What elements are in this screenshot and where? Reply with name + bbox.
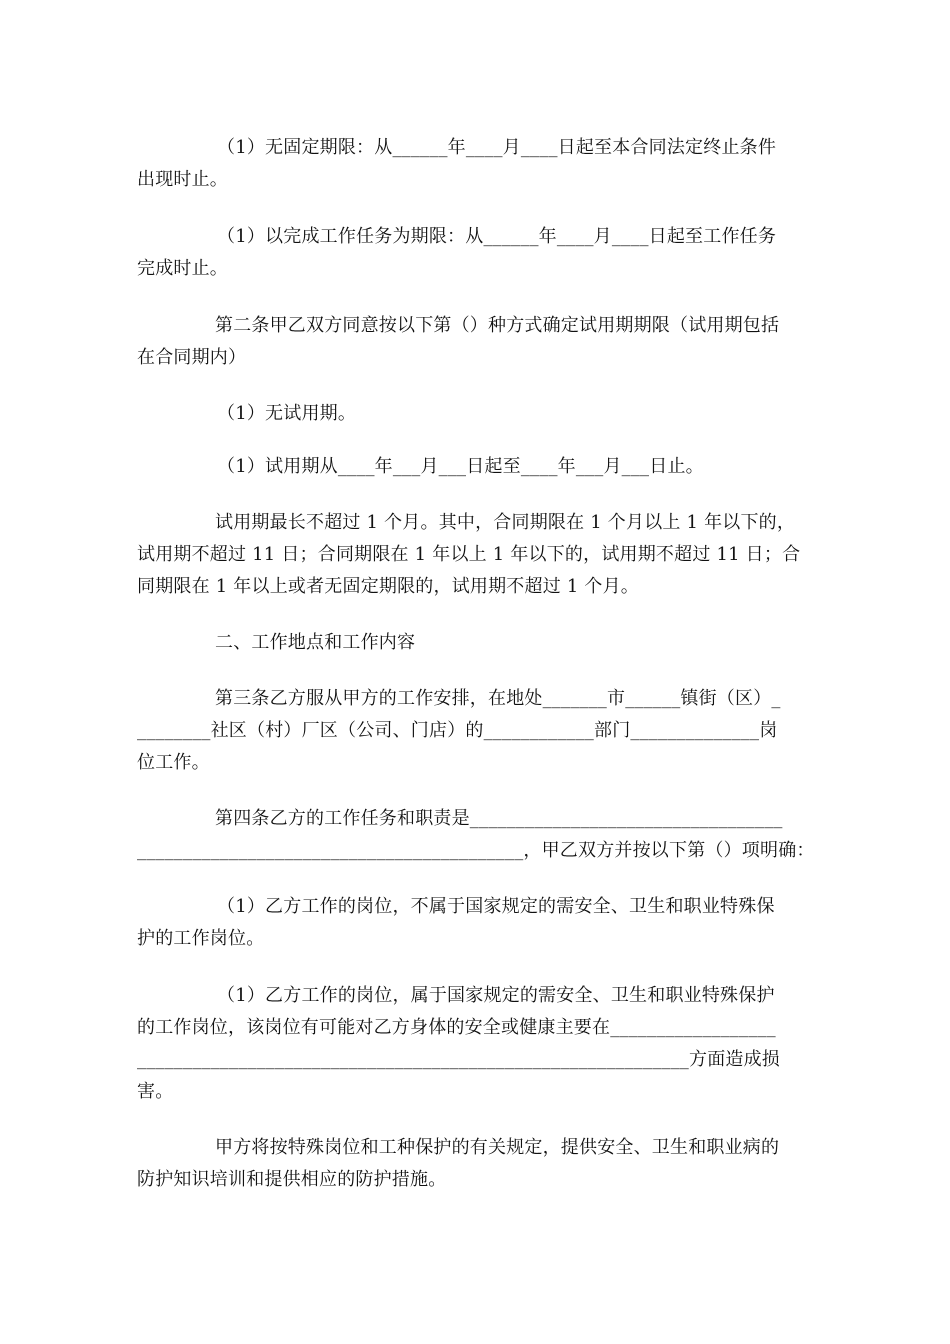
text-line: 在合同期内） [137, 347, 247, 368]
text-line: 出现时止。 [137, 169, 228, 190]
text-line: （1）乙方工作的岗位，属于国家规定的需安全、卫生和职业特殊保护 [217, 985, 775, 1006]
text-line: （1）以完成工作任务为期限：从______年____月____日起至工作任务 [217, 226, 777, 247]
text-line: 害。 [137, 1081, 174, 1102]
text-line: 第四条乙方的工作任务和职责是__________________________________ [215, 808, 783, 829]
paragraph-article-2 [137, 310, 809, 374]
text-line: 试用期最长不超过 1 个月。其中，合同期限在 1 个月以上 1 年以下的， [215, 512, 796, 533]
text-line: 甲方将按特殊岗位和工种保护的有关规定，提供安全、卫生和职业病的 [215, 1137, 780, 1158]
text-line: 护的工作岗位。 [137, 928, 265, 949]
text-line: 二、工作地点和工作内容 [215, 632, 416, 653]
paragraph-non-special-post [137, 891, 809, 955]
paragraph-task-term [137, 221, 809, 285]
section-heading-work-location [137, 627, 809, 659]
text-line: （1）乙方工作的岗位，不属于国家规定的需安全、卫生和职业特殊保 [217, 896, 775, 917]
text-line: ________社区（村）厂区（公司、门店）的____________部门______________岗 [137, 720, 778, 741]
paragraph-protection-training [137, 1132, 809, 1196]
text-line: 的工作岗位，该岗位有可能对乙方身体的安全或健康主要在__________________ [137, 1017, 776, 1038]
text-line: 防护知识培训和提供相应的防护措施。 [137, 1169, 447, 1190]
paragraph-article-4 [137, 803, 815, 867]
paragraph-probation-limits [137, 507, 809, 603]
paragraph-article-3 [137, 683, 809, 779]
text-line: 同期限在 1 年以上或者无固定期限的，试用期不超过 1 个月。 [137, 576, 639, 597]
paragraph-no-probation [137, 398, 809, 430]
paragraph-probation-period [137, 451, 809, 483]
paragraph-special-post [137, 980, 809, 1108]
text-line: （1）试用期从____年___月___日起至____年___月___日止。 [217, 456, 704, 477]
text-line: 试用期不超过 11 日；合同期限在 1 年以上 1 年以下的，试用期不超过 11 日；合 [137, 544, 801, 565]
paragraph-indefinite-term [137, 132, 809, 196]
text-line: ____________________________________________________________方面造成损 [137, 1049, 780, 1070]
text-line: 第三条乙方服从甲方的工作安排，在地处_______市______镇街（区）_ [215, 688, 781, 709]
text-line: 第二条甲乙双方同意按以下第（）种方式确定试用期期限（试用期包括 [215, 315, 780, 336]
text-line: __________________________________________，甲乙双方并按以下第（）项明确： [137, 840, 815, 861]
text-line: （1）无试用期。 [217, 403, 357, 424]
text-line: 完成时止。 [137, 258, 228, 279]
text-line: 位工作。 [137, 752, 210, 773]
text-line: （1）无固定期限：从______年____月____日起至本合同法定终止条件 [217, 137, 777, 158]
